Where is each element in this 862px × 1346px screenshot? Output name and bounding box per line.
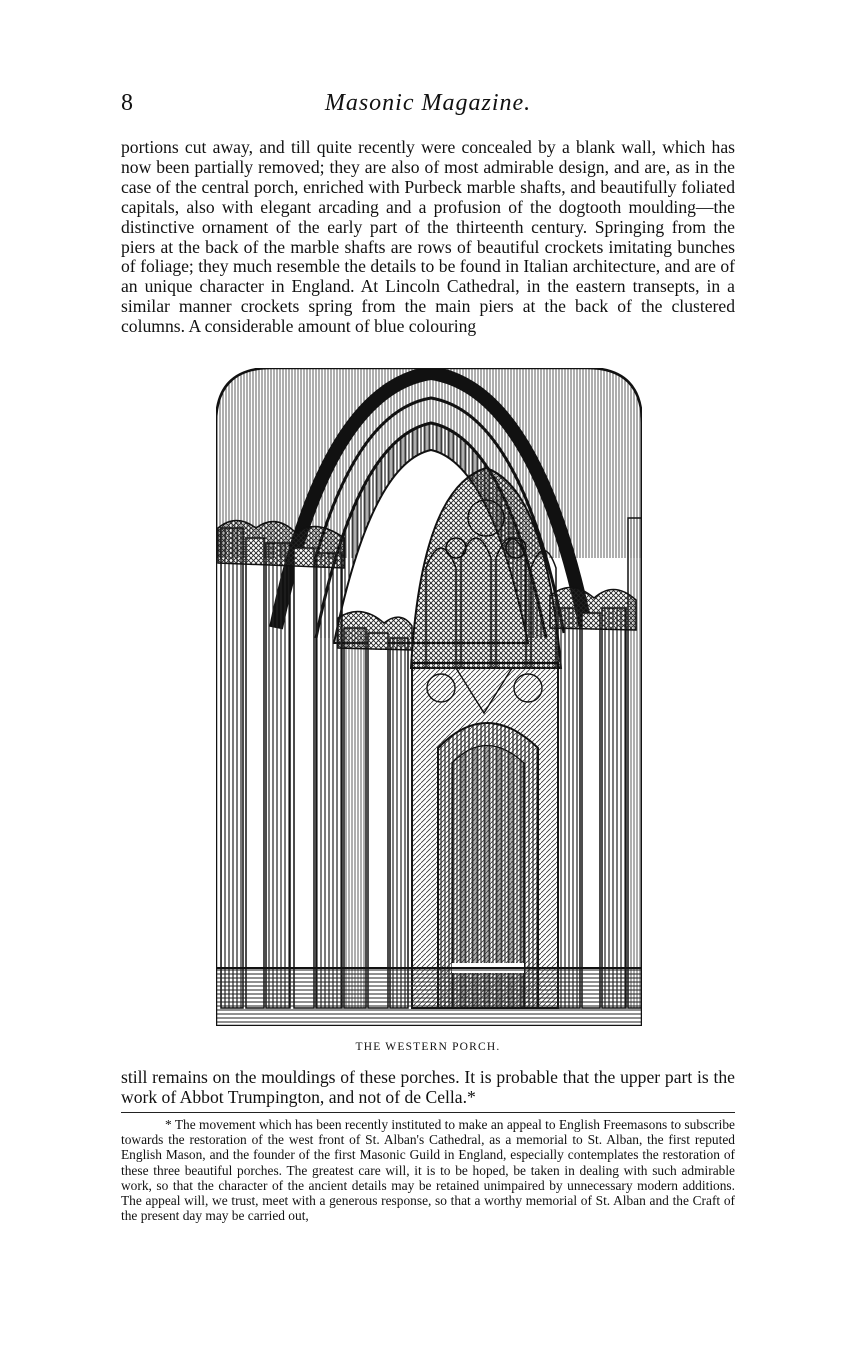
- page-header: [121, 90, 735, 124]
- footnote: * The movement which has been recently instituted to make an appeal to English Freemasons to subscribe towards the restoration of the west front of St. Alban's Cathedral, as a memorial to St. Alban, the first reputed English Mason, and the founder of the first Masonic Guild in England, especially contemplates the restoration of these three beautiful porches. The greatest care will, it is to be hoped, be taken in dealing with such admirable work, so that the character of the ancient details may be retained unimpaired by unnecessary modern additions. The appeal will, we trust, meet with a generous response, so that a worthy memorial of St. Alban and the Craft of the present day may be carried out,: [121, 1117, 735, 1224]
- engraving-illustration: [216, 368, 642, 1026]
- figure-caption: THE WESTERN PORCH.: [355, 1041, 501, 1053]
- page-number: 8: [121, 90, 133, 116]
- western-porch-engraving: [216, 368, 642, 1026]
- body-paragraph-before-figure: portions cut away, and till quite recently were concealed by a blank wall, which has now been partially removed; they are also of most admirable design, and are, as in the case of the central porch, enriched with Purbeck marble shafts, and beautifully foliated capitals, also with elegant arcading and a profusion of the dogtooth moulding—the distinctive ornament of the early part of the thirteenth century. Springing from the piers at the back of the marble shafts are rows of beautiful crockets imitating bunches of foliage; they much resemble the details to be found in Italian architecture, and are of an unique character in England. At Lincoln Cathedral, in the eastern transepts, in a similar manner crockets spring from the main piers at the back of the clustered columns. A considerable amount of blue colouring: [121, 137, 735, 337]
- footnote-divider: [121, 1112, 735, 1113]
- running-title: Masonic Magazine.: [324, 90, 532, 116]
- body-paragraph-after-figure: still remains on the mouldings of these porches. It is probable that the upper part is the work of Abbot Trumpington, and not of de Cella.*: [121, 1067, 735, 1107]
